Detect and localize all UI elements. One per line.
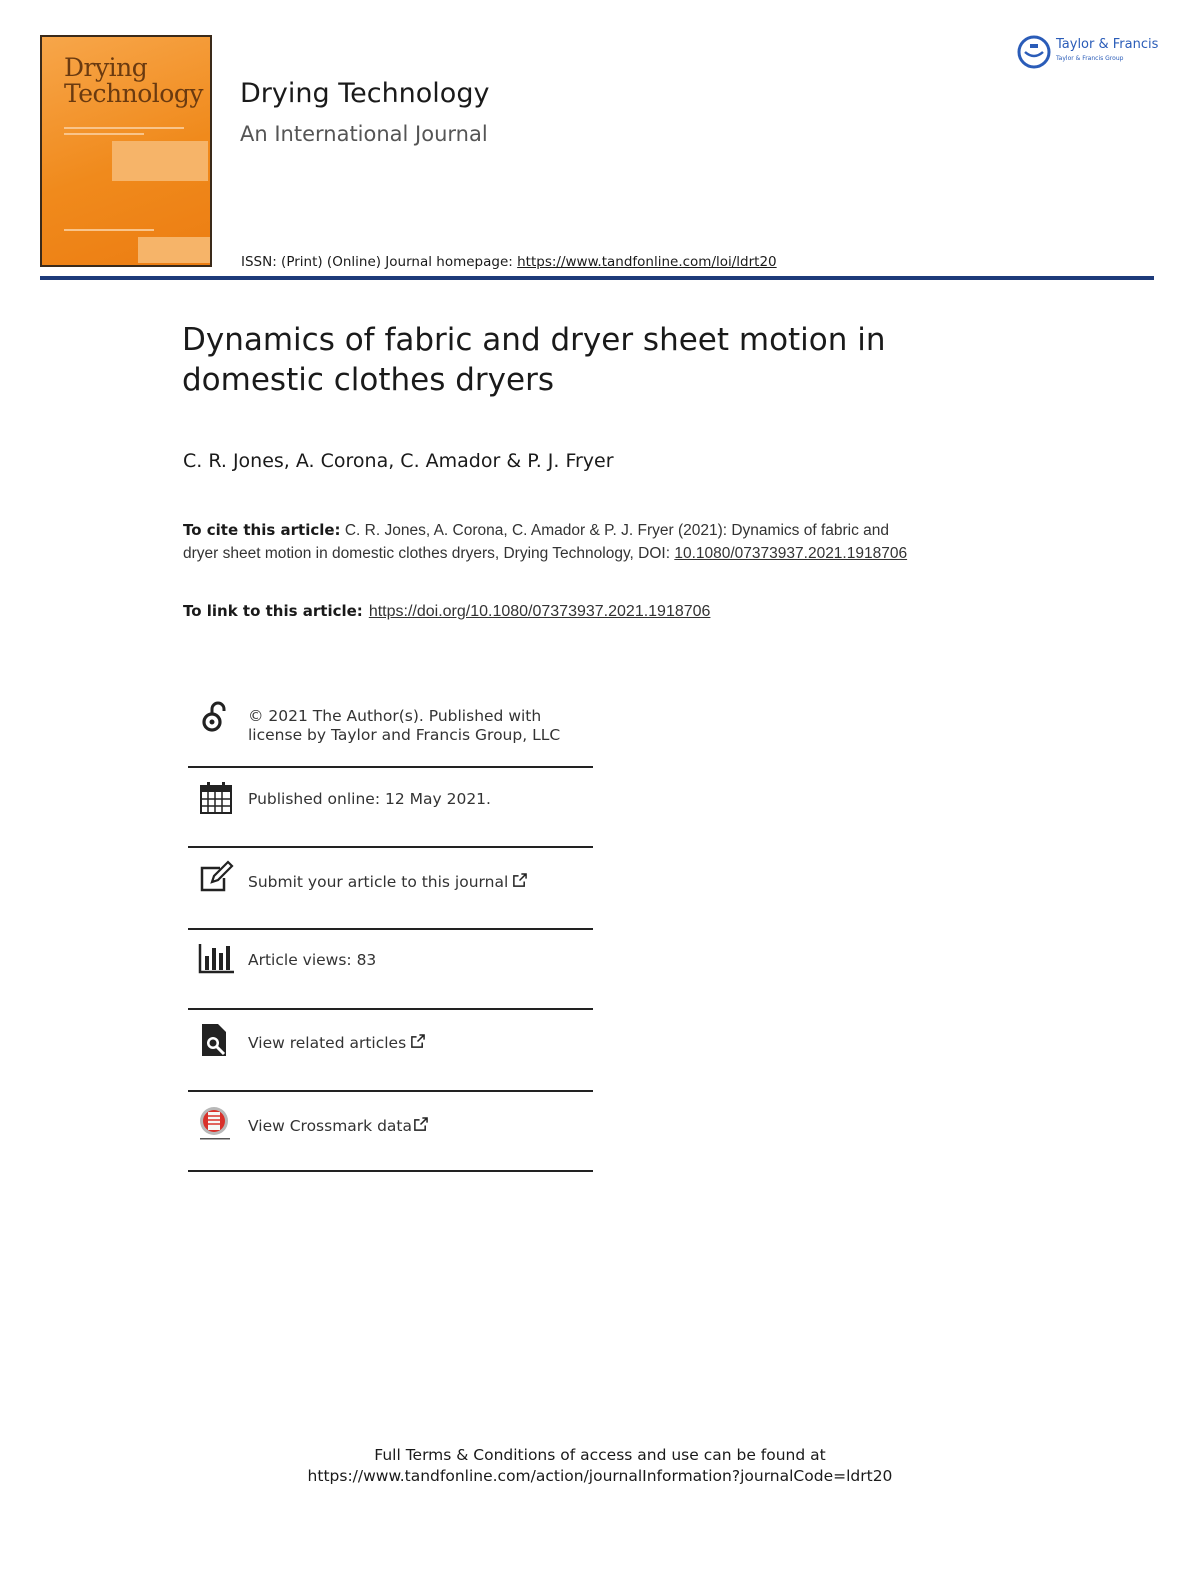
published-row bbox=[188, 768, 593, 848]
crossmark-label: View Crossmark data bbox=[248, 1117, 412, 1135]
bar-chart-icon bbox=[198, 940, 234, 976]
journal-name: Drying Technology bbox=[240, 78, 490, 109]
publisher-logo bbox=[1016, 34, 1159, 70]
external-link-icon bbox=[410, 1034, 425, 1049]
journal-subtitle: An International Journal bbox=[240, 122, 488, 146]
cover-decor-line bbox=[64, 127, 184, 129]
journal-homepage-link[interactable]: https://www.tandfonline.com/loi/ldrt20 bbox=[517, 254, 777, 270]
cite-label: To cite this article: bbox=[183, 521, 341, 539]
publisher-tagline: Taylor & Francis Group bbox=[1056, 55, 1124, 62]
crossmark-link[interactable] bbox=[248, 1117, 428, 1136]
article-authors: C. R. Jones, A. Corona, C. Amador & P. J. Fryer bbox=[183, 450, 614, 472]
issn-prefix: ISSN: (Print) (Online) Journal homepage: bbox=[241, 254, 518, 270]
article-doi-link[interactable]: https://doi.org/10.1080/07373937.2021.1918706 bbox=[368, 603, 711, 620]
license-text bbox=[248, 707, 560, 745]
footer-terms bbox=[0, 1445, 1200, 1487]
submit-article-link[interactable] bbox=[248, 873, 527, 892]
related-label: View related articles bbox=[248, 1034, 407, 1052]
cover-decor-line bbox=[64, 229, 154, 231]
journal-cover-image bbox=[40, 35, 212, 267]
related-row[interactable] bbox=[188, 1010, 593, 1092]
cover-title-line2: Technology bbox=[64, 79, 203, 108]
license-row bbox=[188, 690, 593, 768]
open-access-icon bbox=[198, 700, 234, 736]
calendar-icon bbox=[198, 780, 234, 816]
footer-line1: Full Terms & Conditions of access and use can be found at bbox=[374, 1446, 826, 1464]
link-label: To link to this article: bbox=[183, 602, 363, 620]
external-link-icon bbox=[413, 1117, 428, 1132]
article-title: Dynamics of fabric and dryer sheet motion in domestic clothes dryers bbox=[182, 322, 886, 398]
issn-line bbox=[241, 254, 777, 270]
external-link-icon bbox=[512, 873, 527, 888]
header-rule bbox=[40, 276, 1154, 280]
crossmark-icon bbox=[198, 1106, 234, 1142]
citation-block bbox=[183, 519, 923, 565]
license-line2: license by Taylor and Francis Group, LLC bbox=[248, 726, 561, 744]
license-line1: © 2021 The Author(s). Published with bbox=[248, 707, 542, 725]
article-info-panel bbox=[188, 690, 593, 1172]
cover-decor-block bbox=[138, 237, 210, 263]
cover-title-line1: Drying bbox=[64, 53, 148, 82]
published-date: Published online: 12 May 2021. bbox=[248, 790, 491, 808]
publisher-logo-icon bbox=[1016, 34, 1052, 70]
submit-label: Submit your article to this journal bbox=[248, 873, 509, 891]
cite-doi-link[interactable]: 10.1080/07373937.2021.1918706 bbox=[674, 545, 908, 562]
cover-title bbox=[64, 55, 203, 107]
cover-decor-line bbox=[64, 133, 144, 135]
article-link-line bbox=[183, 602, 710, 621]
article-views: Article views: 83 bbox=[248, 951, 377, 969]
views-row bbox=[188, 930, 593, 1010]
crossmark-row[interactable] bbox=[188, 1092, 593, 1172]
cite-text: C. R. Jones, A. Corona, C. Amador & P. J. Fryer (2021): Dynamics of fabric and dryer sheet motion in domestic clothes dryers, Drying Technology, DOI: bbox=[183, 522, 890, 562]
submit-row[interactable] bbox=[188, 848, 593, 930]
document-search-icon bbox=[198, 1022, 234, 1058]
related-articles-link[interactable] bbox=[248, 1034, 425, 1053]
cover-decor-block bbox=[112, 141, 208, 181]
footer-terms-link[interactable]: https://www.tandfonline.com/action/journalInformation?journalCode=ldrt20 bbox=[307, 1467, 893, 1485]
edit-icon bbox=[198, 860, 234, 896]
publisher-name: Taylor & Francis bbox=[1056, 37, 1159, 52]
